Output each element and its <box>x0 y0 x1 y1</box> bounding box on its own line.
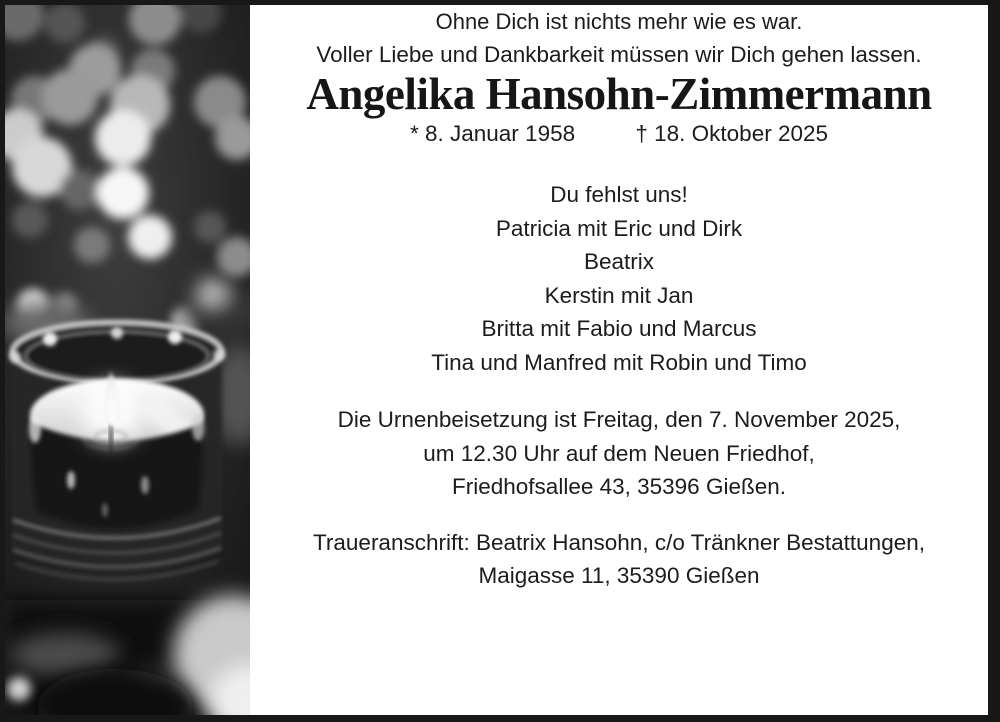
death-date: † 18. Oktober 2025 <box>635 121 829 146</box>
mourner-line: Kerstin mit Jan <box>544 282 694 308</box>
mourner-line: Du fehlst uns! <box>550 182 688 207</box>
address-line: Maigasse 11, 35390 Gießen <box>478 562 760 588</box>
funeral-details <box>250 403 988 504</box>
epigraph-line: Ohne Dich ist nichts mehr wie es war. <box>435 9 803 34</box>
mourner-line: Tina und Manfred mit Robin und Timo <box>431 349 807 375</box>
obituary-text <box>250 5 988 715</box>
funeral-line: Friedhofsallee 43, 35396 Gießen. <box>452 474 786 499</box>
mourner-line: Beatrix <box>583 249 655 274</box>
life-dates <box>250 117 988 150</box>
mourner-line: Patricia mit Eric und Dirk <box>495 215 743 241</box>
birth-date: * 8. Januar 1958 <box>409 121 576 146</box>
farewell-line: Voller Liebe und Dankbarkeit müssen wir Dich gehen lassen. <box>316 42 922 67</box>
funeral-line: Die Urnenbeisetzung ist Freitag, den 7. November 2025, <box>337 407 901 432</box>
candle-photo-graphic <box>5 5 250 715</box>
mourners-list <box>250 178 988 379</box>
candle-photo <box>5 5 250 715</box>
deceased-name: Angelika Hansohn-Zimmermann <box>306 69 932 119</box>
condolence-address <box>250 526 988 592</box>
funeral-line: um 12.30 Uhr auf dem Neuen Friedhof, <box>423 440 815 466</box>
address-line: Traueranschrift: Beatrix Hansohn, c/o Tränkner Bestattungen, <box>313 529 925 555</box>
mourner-line: Britta mit Fabio und Marcus <box>481 316 757 341</box>
